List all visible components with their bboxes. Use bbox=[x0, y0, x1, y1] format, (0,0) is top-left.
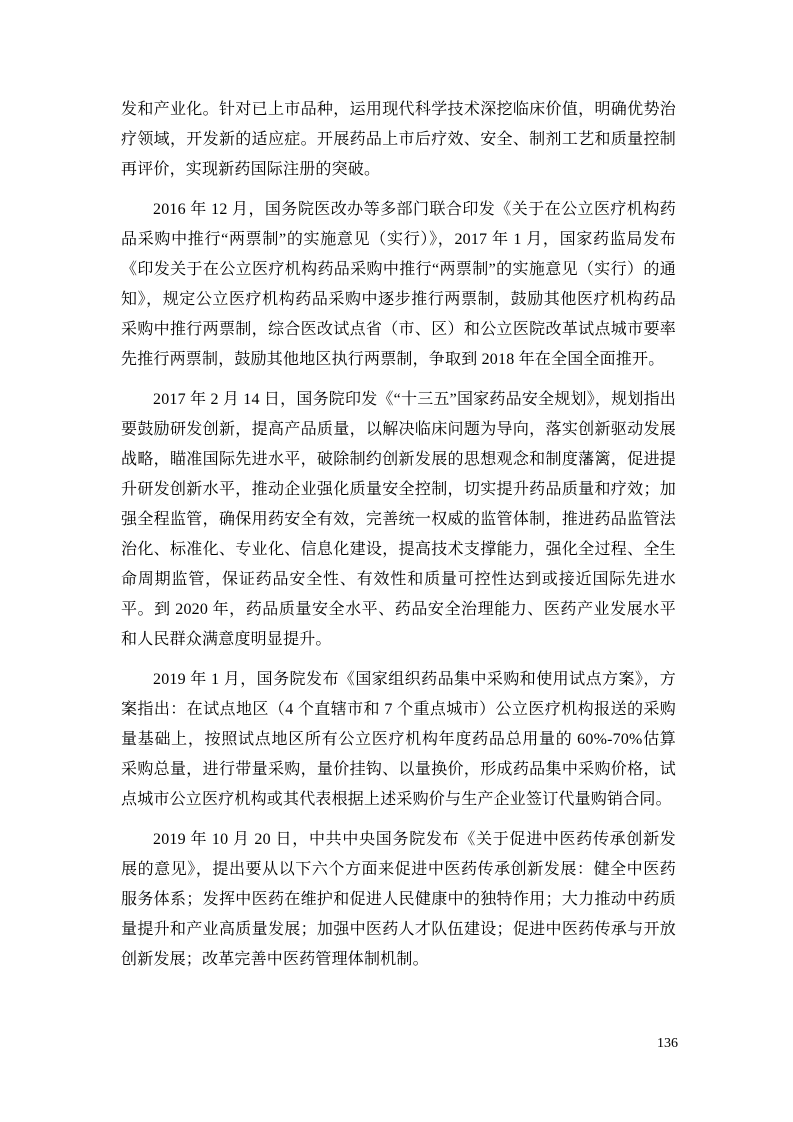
page-number: 136 bbox=[657, 1036, 678, 1051]
footer bbox=[121, 1034, 678, 1054]
paragraph-2017-drug-safety-plan: 2017 年 2 月 14 日，国务院印发《“十三五”国家药品安全规划》，规划指出要鼓励研发创新，提高产品质量，以解决临床问题为导向，落实创新驱动发展战略，瞄准国际先进水平，破除制约创新发展的思想观念和制度藩篱，促进提升研发创新水平，推动企业强化质量安全控制，切实提升药品质量和疗效；加强全程监管，确保用药安全有效，完善统一权威的监管体制，推进药品监管法治化、标准化、专业化、信息化建设，提高技术支撑能力，强化全过程、全生命周期监管，保证药品安全性、有效性和质量可控性达到或接近国际先进水平。到 2020 年，药品质量安全水平、药品安全治理能力、医药产业发展水平和人民群众满意度明显提升。 bbox=[121, 391, 676, 648]
paragraph-2019-tcm-development: 2019 年 10 月 20 日，中共中央国务院发布《关于促进中医药传承创新发展的意见》，提出要从以下六个方面来促进中医药传承创新发展：健全中医药服务体系；发挥中医药在维护和促进人民健康中的独特作用；大力推动中药质量提升和产业高质量发展；加强中医药人才队伍建设；促进中医药传承与开放创新发展；改革完善中医药管理体制机制。 bbox=[121, 831, 676, 968]
paragraph-continuation: 发和产业化。针对已上市品种，运用现代科学技术深挖临床价值，明确优势治疗领域，开发新的适应症。开展药品上市后疗效、安全、制剂工艺和质量控制再评价，实现新药国际注册的突破。 bbox=[121, 101, 676, 178]
paragraph-2019-centralized-procurement: 2019 年 1 月，国务院发布《国家组织药品集中采购和使用试点方案》，方案指出：在试点地区（4 个直辖市和 7 个重点城市）公立医疗机构报送的采购量基础上，按照试点地区所有公立医疗机构年度药品总用量的 60%-70%估算采购总量，进行带量采购，量价挂钩、以量换价，形成药品集中采购价格，试点城市公立医疗机构或其代表根据上述采购价与生产企业签订代量购销合同。 bbox=[121, 671, 676, 808]
text-block bbox=[121, 95, 676, 985]
paragraph-2016-two-invoice-policy: 2016 年 12 月，国务院医改办等多部门联合印发《关于在公立医疗机构药品采购中推行“两票制”的实施意见（实行）》，2017 年 1 月，国家药监局发布《印发关于在公立医疗机构药品采购中推行“两票制”的实施意见（实行）的通知》，规定公立医疗机构药品采购中逐步推行两票制，鼓励其他医疗机构药品采购中推行两票制，综合医改试点省（市、区）和公立医院改革试点城市要率先推行两票制，鼓励其他地区执行两票制，争取到 2018 年在全国全面推开。 bbox=[121, 201, 676, 368]
